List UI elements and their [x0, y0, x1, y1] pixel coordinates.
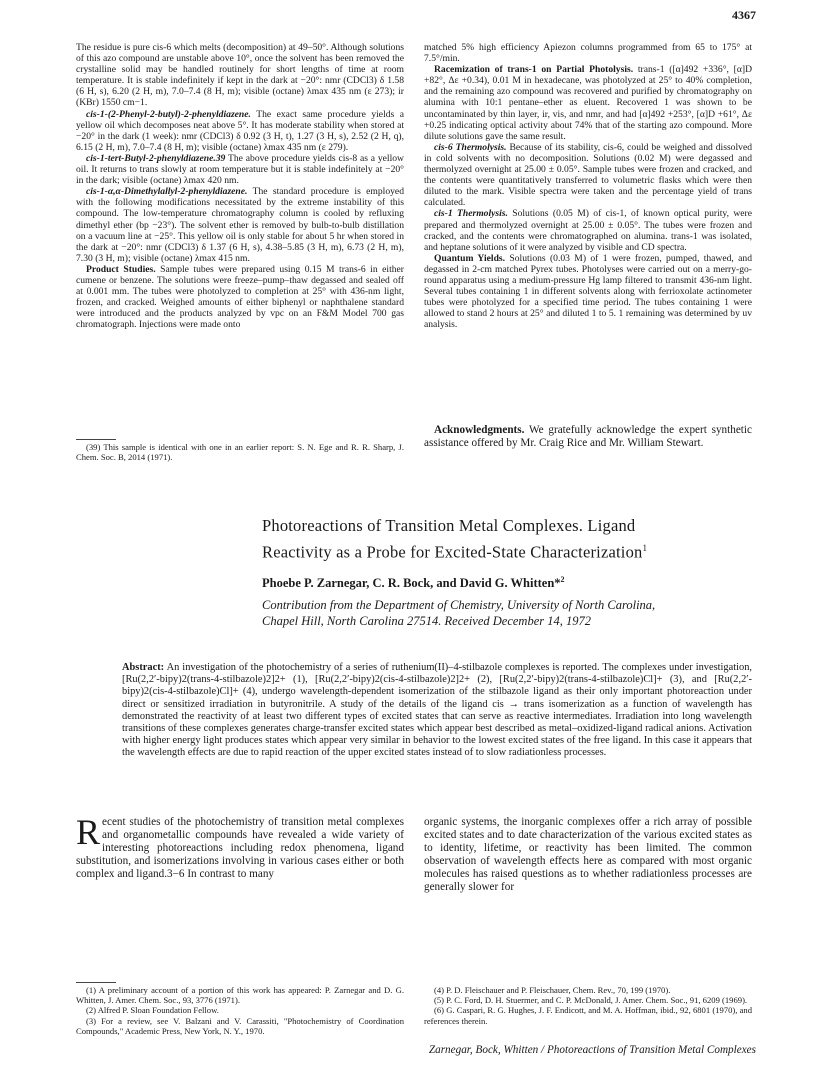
acknowledgments-text: We gratefully acknowledge the expert synthetic assistance offered by Mr. Craig Rice and Mr. William Stewart. — [424, 424, 752, 449]
affiliation-line: Contribution from the Department of Chemistry, University of North Carolina, — [262, 598, 656, 612]
paragraph-text: Solutions (0.03 M) of 1 were frozen, pumped, thawed, and degassed in 2-cm matched Pyrex tubes. Photolyses were carried out on a merry-go-round apparatus using a medium-pressure Hg lamp filtered to transmit 436-nm light. Several tubes containing 1 in different solvents along with ferrioxolate actinometer tubes were photolyzed for a specified time period. The tubes containing 1 were allowed to stand 2 hours at 25° and diluted 1 to 5. 1 remaining was determined by uv analysis. — [424, 252, 752, 331]
footnote-39 — [76, 442, 404, 462]
experimental-left-column — [76, 42, 404, 330]
paragraph-text: The residue is pure cis-6 which melts (decomposition) at 49–50°. Although solutions of this azo compound are unstable above 10°, once the solvent has been removed the crystalline solid may be handled routinely for short lengths of time at room temperature. It is stable indefinitely if kept in the dark at −20°: nmr (CDCl3) δ 1.58 (6 H, s), 6.20 (2 H, m), 7.0–7.4 (8 H, m); visible (octane) λmax 435 nm (ε 273); ir (KBr) 1550 cm−1. — [76, 42, 404, 109]
drop-cap: R — [76, 812, 101, 852]
page-number: 4367 — [732, 8, 756, 22]
paragraph-heading: Product Studies. — [86, 263, 156, 275]
paragraph-text: trans-1 ([α]492 +336°, [α]D +82°, Δε +0.34), 0.01 M in hexadecane, was photolyzed at 25° to 40% completion, and the remaining azo compound was recovered and purified by chromatography on alumina with 10:1 pentane–ether as eluent. Recovered 1 was shown to be uncontaminated by thin layer, ir, vis, and nmr, and had [α]492 +253°, [α]D +61°, Δε +0.25 indicating optical activity about 74% that of the starting azo compound. More dilute solutions gave the same result. — [424, 64, 752, 142]
title-line-2 — [262, 537, 762, 564]
footnote: (6) G. Caspari, R. G. Hughes, J. F. Endicott, and M. A. Hoffman, ibid., 92, 6801 (1970), and references therein. — [424, 1005, 752, 1026]
footnotes-right — [424, 985, 752, 1026]
paragraph — [76, 153, 404, 186]
paragraph-text: Solutions (0.05 M) of cis-1, of known optical purity, were prepared and thermolyzed overnight at 25.00 ± 0.05°. The tubes were frozen and cracked, and the contents were chromatographed on alumina. trans-1 was isolated, and heptane solutions of it were analyzed by visible and CD spectra. — [424, 208, 752, 253]
paragraph — [424, 142, 752, 209]
footnote: (3) For a review, see V. Balzani and V. Carassiti, "Photochemistry of Coordination Compounds," Academic Press, New York, N. Y., 1970. — [76, 1015, 404, 1036]
experimental-right-column — [424, 42, 752, 330]
paragraph-heading: Quantum Yields. — [434, 252, 506, 264]
introduction-right — [424, 816, 752, 895]
paragraph-heading: Racemization of trans-1 on Partial Photolysis. — [434, 64, 634, 76]
affiliation — [262, 597, 762, 629]
paragraph-text: matched 5% high efficiency Apiezon columns programmed from 65 to 175° at 7.5°/min. — [424, 42, 752, 65]
abstract — [122, 662, 752, 760]
intro-paragraph: organic systems, the inorganic complexes offer a rich array of possible excited states and to date characterization of the various excited states as to identity, lifetime, or reactivity has been limited. The common observation of wavelength effects here as compared with most organic molecules has raised questions as to whether radiationless processes are generally slower for — [424, 816, 752, 894]
title-line: Photoreactions of Transition Metal Complexes. Ligand — [262, 516, 636, 535]
running-footer: Zarnegar, Bock, Whitten / Photoreactions of Transition Metal Complexes — [428, 1044, 756, 1056]
footnote: (1) A preliminary account of a portion of this work has appeared: P. Zarnegar and D. G. Whitten, J. Amer. Chem. Soc., 93, 3776 (1971). — [76, 985, 404, 1006]
paragraph-text: The above procedure yields cis-8 as a yellow oil. It returns to trans slowly at room temperature but it is stable indefinitely at −20° in the dark; visible (octane) λmax 420 nm. — [76, 152, 404, 187]
paragraph-heading: cis-1-tert-Butyl-2-phenyldiazene.39 — [86, 152, 226, 164]
paragraph — [76, 264, 404, 331]
paragraph-text: Sample tubes were prepared using 0.15 M trans-6 in either cumene or benzene. The solutions were freeze–pump–thaw degassed and sealed off at 0.001 mm. The tubes were photolyzed to completion at 25° with 436-nm light, frozen, and cracked. Weighed amounts of either biphenyl or naphthalene standard were introduced and the products analyzed by vpc on an F&M Model 700 gas chromatograph. Injections were made onto — [76, 263, 404, 331]
intro-text: ecent studies of the photochemistry of transition metal complexes and organometallic compounds have revealed a wide variety of interesting photoreactions including redox phenomena, ligand substitution, and isomerizations involving in various cases either or both complex and ligand.3−6 In contrast to many — [76, 816, 404, 881]
intro-paragraph — [76, 812, 404, 881]
paragraph-heading: cis-6 Thermolysis. — [434, 141, 507, 153]
acknowledgments-heading: Acknowledgments. — [434, 424, 525, 436]
paragraph-heading: cis-1-(2-Phenyl-2-butyl)-2-phenyldiazene. — [86, 108, 251, 120]
paragraph — [76, 109, 404, 153]
footnote: (4) P. D. Fleischauer and P. Fleischauer, Chem. Rev., 70, 199 (1970). — [434, 985, 671, 995]
paragraph — [424, 208, 752, 252]
affiliation-line: Chapel Hill, North Carolina 27514. Received December 14, 1972 — [262, 614, 591, 628]
author-footnote-mark: 2 — [560, 575, 565, 584]
footnote: (2) Alfred P. Sloan Foundation Fellow. — [86, 1005, 219, 1016]
acknowledgments — [424, 424, 752, 450]
abstract-text: An investigation of the photochemistry of a series of ruthenium(II)–4-stilbazole complexes is reported. The complexes under investigation, [Ru(2,2′-bipy)2(trans-4-stilbazole)2]2+ (1), [Ru(2,2′-bipy)2(cis-4-stilbazole)2]2+ (2), [Ru(2,2′-bipy)2(trans-4-stilbazole)Cl]+ (3), and [Ru(2,2′-bipy)2(cis-4-stilbazole)Cl]+ (4), undergo wavelength-dependent isomerization of the stilbazole ligand as their only important photoreaction under direct or sensitized irradiation in butyronitrile. A study of the details of the ligand cis → trans isomerization as a function of wavelength has demonstrated the reactivity of at least two different types of excited states that can serve as reactive intermediates. Irradiation into long wavelength transitions of these complexes generates charge-transfer excited states which appear best described as metal–oxidized-ligand radical anions. Activation with higher energy light produces states which appear very similar in behavior to the lowest excited states of the free ligand. In this case it appears that the wavelength effects are due to rapid reaction of the upper excited states instead of to slow radiationless processes. — [122, 662, 752, 759]
author-list: Phoebe P. Zarnegar, C. R. Bock, and David G. Whitten* — [262, 576, 561, 591]
acknowledgments-paragraph — [424, 424, 752, 450]
paragraph-heading: cis-1-α,α-Dimethylallyl-2-phenyldiazene. — [86, 186, 248, 198]
article-title — [262, 514, 762, 564]
abstract-label: Abstract: — [122, 662, 165, 673]
footnote-rule — [76, 439, 116, 440]
paragraph-heading: cis-1 Thermolysis. — [434, 208, 508, 220]
paragraph — [424, 64, 752, 142]
footnotes-left — [76, 985, 404, 1036]
introduction-left — [76, 812, 404, 881]
paragraph-text: The exact same procedure yields a yellow oil which decomposes neat above 5°. It has moderate stability when stored at −20° in the dark (1 week): nmr (CDCl3) δ 0.92 (3 H, t), 1.27 (3 H, s), 2.52 (2 H, q), 6.15 (2 H, m), 7.0–7.4 (8 H, m); visible (octane) λmax 435 nm (ε 279). — [76, 108, 404, 153]
paragraph — [76, 186, 404, 264]
paragraph — [424, 42, 752, 64]
paragraph — [76, 42, 404, 109]
footnote-text: (39) This sample is identical with one in an earlier report: S. N. Ege and R. R. Sharp, J. Chem. Soc. B, 2014 (1971). — [76, 442, 404, 463]
paragraph-text: The standard procedure is employed with the following modifications necessitated by the extreme instability of this compound. The low-temperature chromatography column is cooled by refluxing dimethyl ether (bp −23°). The solvent ether is removed by bulb-to-bulb distillation on a vacuum line at −25°. This yellow oil is only stable for about 5 hr when stored in the dark at −20°: nmr (CDCl3) δ 1.37 (6 H, s), 4.38–5.85 (3 H, m), 6.73 (2 H, m), 7.30 (3 H, m); visible (octane) λmax 415 nm. — [76, 186, 404, 264]
paragraph — [424, 253, 752, 331]
title-text: Reactivity as a Probe for Excited-State Characterization — [262, 542, 643, 562]
paragraph-text: Because of its stability, cis-6, could be weighed and dissolved in cold solvents with no decomposition. Solutions (0.02 M) were degassed and thermolyzed overnight at 25.00 ± 0.05°. Sample tubes were frozen and cracked, and the contents were quantitatively transferred to volumetric flasks which were then diluted to the mark. Visible spectra were taken and the percentage yield of trans calculated. — [424, 141, 753, 209]
title-footnote-mark: 1 — [642, 543, 648, 553]
authors — [262, 572, 762, 591]
footnote-rule — [76, 982, 116, 983]
footnote: (5) P. C. Ford, D. H. Stuermer, and C. P. McDonald, J. Amer. Chem. Soc., 91, 6209 (1969). — [434, 995, 748, 1006]
